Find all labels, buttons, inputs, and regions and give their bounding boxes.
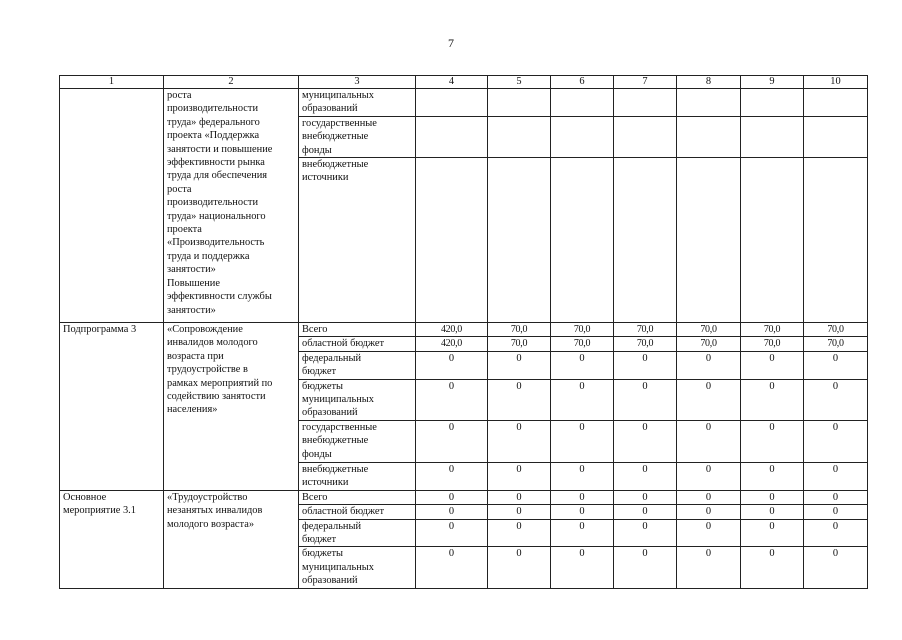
value-cell (488, 116, 551, 157)
value-cell: 0 (488, 379, 551, 420)
value-cell: 70,0 (488, 337, 551, 351)
header-cell: 2 (164, 76, 299, 89)
value-cell: 0 (416, 505, 488, 519)
value-cell: 0 (551, 420, 614, 462)
value-cell: 0 (614, 351, 677, 379)
table-row (60, 490, 868, 504)
value-cell (677, 89, 741, 117)
value-cell: 70,0 (614, 337, 677, 351)
value-cell: 70,0 (677, 337, 741, 351)
value-cell: 70,0 (614, 323, 677, 337)
value-cell: 0 (488, 351, 551, 379)
value-cell: 70,0 (741, 323, 804, 337)
value-cell (804, 89, 868, 117)
value-cell (614, 89, 677, 117)
header-cell: 6 (551, 76, 614, 89)
funding-source-cell: федеральный бюджет (299, 351, 416, 379)
value-cell (741, 116, 804, 157)
funding-source-cell: областной бюджет (299, 337, 416, 351)
header-cell: 3 (299, 76, 416, 89)
header-cell: 9 (741, 76, 804, 89)
value-cell (551, 89, 614, 117)
value-cell: 0 (741, 547, 804, 588)
value-cell: 0 (488, 420, 551, 462)
value-cell (551, 158, 614, 323)
value-cell: 0 (614, 505, 677, 519)
value-cell: 0 (804, 379, 868, 420)
header-row (60, 76, 868, 89)
header-cell: 8 (677, 76, 741, 89)
value-cell: 0 (677, 490, 741, 504)
value-cell: 0 (416, 519, 488, 547)
table-row (60, 89, 868, 117)
value-cell (677, 158, 741, 323)
budget-table (59, 75, 868, 589)
value-cell: 0 (551, 519, 614, 547)
value-cell: 0 (804, 490, 868, 504)
program-code-cell: Основное мероприятие 3.1 (60, 490, 164, 588)
value-cell: 0 (804, 547, 868, 588)
value-cell: 0 (677, 351, 741, 379)
value-cell: 420,0 (416, 323, 488, 337)
value-cell: 0 (804, 420, 868, 462)
value-cell (614, 158, 677, 323)
value-cell: 0 (488, 490, 551, 504)
funding-source-cell: внебюджетные источники (299, 462, 416, 490)
value-cell: 0 (741, 519, 804, 547)
value-cell: 0 (677, 519, 741, 547)
value-cell (804, 158, 868, 323)
value-cell: 0 (488, 462, 551, 490)
value-cell: 0 (614, 519, 677, 547)
value-cell (416, 89, 488, 117)
table-row (60, 323, 868, 337)
value-cell: 0 (416, 547, 488, 588)
value-cell (488, 89, 551, 117)
value-cell: 0 (416, 420, 488, 462)
value-cell: 0 (677, 379, 741, 420)
value-cell: 0 (416, 351, 488, 379)
value-cell: 0 (614, 462, 677, 490)
funding-source-cell: внебюджетные источники (299, 158, 416, 323)
value-cell: 0 (741, 420, 804, 462)
value-cell: 0 (741, 490, 804, 504)
value-cell (416, 116, 488, 157)
value-cell: 0 (416, 490, 488, 504)
funding-source-cell: государственные внебюджетные фонды (299, 420, 416, 462)
program-name-cell: «Трудоустройство незанятых инвалидов молодого возраста» (164, 490, 299, 588)
value-cell: 0 (614, 547, 677, 588)
value-cell (551, 116, 614, 157)
value-cell: 0 (551, 490, 614, 504)
funding-source-cell: бюджеты муниципальных образований (299, 379, 416, 420)
value-cell: 0 (677, 547, 741, 588)
funding-source-cell: Всего (299, 490, 416, 504)
value-cell: 0 (416, 379, 488, 420)
page-number: 7 (448, 36, 454, 50)
value-cell (741, 89, 804, 117)
value-cell: 0 (488, 505, 551, 519)
program-code-cell: Подпрограмма 3 (60, 323, 164, 491)
header-cell: 4 (416, 76, 488, 89)
value-cell: 0 (741, 351, 804, 379)
value-cell: 0 (488, 519, 551, 547)
value-cell: 70,0 (804, 337, 868, 351)
funding-source-cell: Всего (299, 323, 416, 337)
funding-source-cell: бюджеты муниципальных образований (299, 547, 416, 588)
program-name-cell: роста производительности труда» федерального проекта «Поддержка занятости и повышение эффективности рынка труда для обеспечения роста производительности труда» национального проекта «Производительность труда и поддержка занятости» Повышение эффективности службы занятости» (164, 89, 299, 323)
value-cell: 0 (677, 462, 741, 490)
value-cell (677, 116, 741, 157)
value-cell: 0 (488, 547, 551, 588)
value-cell: 0 (804, 462, 868, 490)
header-cell: 7 (614, 76, 677, 89)
funding-source-cell: федеральный бюджет (299, 519, 416, 547)
value-cell: 0 (551, 462, 614, 490)
value-cell: 70,0 (551, 337, 614, 351)
value-cell: 0 (804, 351, 868, 379)
value-cell: 0 (741, 505, 804, 519)
value-cell (741, 158, 804, 323)
value-cell: 70,0 (741, 337, 804, 351)
value-cell: 0 (551, 379, 614, 420)
value-cell: 0 (804, 519, 868, 547)
value-cell: 0 (741, 462, 804, 490)
value-cell: 70,0 (804, 323, 868, 337)
program-code-cell (60, 89, 164, 323)
value-cell (614, 116, 677, 157)
value-cell: 0 (677, 505, 741, 519)
value-cell: 70,0 (488, 323, 551, 337)
funding-source-cell: государственные внебюджетные фонды (299, 116, 416, 157)
value-cell: 0 (551, 351, 614, 379)
value-cell: 70,0 (551, 323, 614, 337)
value-cell (416, 158, 488, 323)
value-cell: 0 (416, 462, 488, 490)
header-cell: 1 (60, 76, 164, 89)
value-cell: 0 (614, 490, 677, 504)
value-cell: 0 (614, 420, 677, 462)
value-cell: 0 (614, 379, 677, 420)
header-cell: 10 (804, 76, 868, 89)
value-cell: 420,0 (416, 337, 488, 351)
value-cell (804, 116, 868, 157)
program-name-cell: «Сопровождение инвалидов молодого возраста при трудоустройстве в рамках мероприятий по содействию занятости населения» (164, 323, 299, 491)
value-cell: 70,0 (677, 323, 741, 337)
value-cell: 0 (677, 420, 741, 462)
funding-source-cell: областной бюджет (299, 505, 416, 519)
value-cell: 0 (741, 379, 804, 420)
value-cell: 0 (551, 505, 614, 519)
value-cell: 0 (804, 505, 868, 519)
header-cell: 5 (488, 76, 551, 89)
value-cell (488, 158, 551, 323)
funding-source-cell: муниципальных образований (299, 89, 416, 117)
value-cell: 0 (551, 547, 614, 588)
